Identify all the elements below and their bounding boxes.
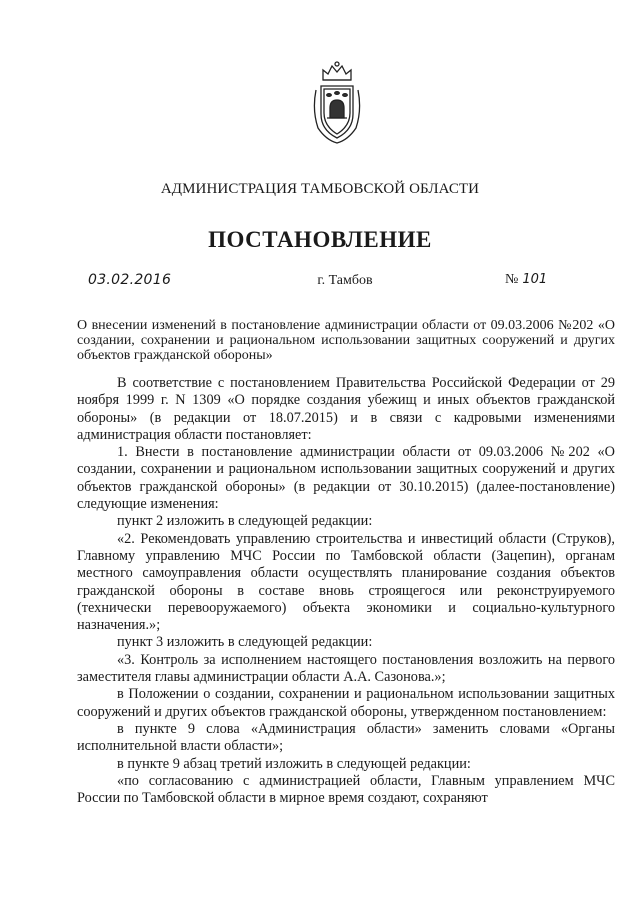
paragraph: «3. Контроль за исполнением настоящего постановления возложить на первого заместителя главы администрации области А.А. Сазонова.»; [77, 651, 615, 686]
document-body [77, 375, 615, 807]
paragraph: 1. Внести в постановление администрации области от 09.03.2006 №202 «О создании, сохранении и рациональном использовании защитных сооружений и других объектов гражданской обороны» (в редакции от 30.10.2015) (далее-постановление) следующие изменения: [77, 444, 615, 513]
document-type-heading: ПОСТАНОВЛЕНИЕ [208, 227, 432, 252]
paragraph: «2. Рекомендовать управлению строительства и инвестиций области (Струков), Главному управлению МЧС России по Тамбовской области (Зацепин), органам местного самоуправления области осуществлять планирование создания объектов гражданской обороны в составе вновь строящегося или реконструируемого (технически перевооружаемого) объекта экономики и социально-культурного назначения.»; [77, 530, 615, 634]
paragraph: пункт 3 изложить в следующей редакции: [117, 634, 373, 651]
document-number [505, 272, 547, 288]
paragraph: «по согласованию с администрацией области, Главным управлением МЧС России по Тамбовской области в мирное время создают, сохраняют [77, 772, 615, 807]
number-prefix: № [505, 272, 519, 287]
handwritten-date: 03.02.2016 [88, 272, 172, 288]
organization-title: АДМИНИСТРАЦИЯ ТАМБОВСКОЙ ОБЛАСТИ [160, 181, 480, 197]
paragraph: пункт 2 изложить в следующей редакции: [117, 513, 373, 530]
paragraph: в пункте 9 слова «Администрация области» заменить словами «Органы исполнительной власти области»; [77, 720, 615, 755]
paragraph: В соответствие с постановлением Правительства Российской Федерации от 29 ноября 1999 г. N 1309 «О порядке создания убежищ и иных объектов гражданской обороны» (в редакции от 18.07.2015) и в связи с кадровыми изменениями администрация области постановляет: [77, 375, 615, 443]
city-label: г. Тамбов [317, 273, 373, 288]
paragraph: в пункте 9 абзац третий изложить в следующей редакции: [117, 755, 471, 772]
handwritten-number: 101 [522, 272, 548, 287]
coat-of-arms-emblem [310, 60, 364, 144]
paragraph: в Положении о создании, сохранении и рациональном использовании защитных сооружений и других объектов гражданской обороны, утвержденном постановлением: [77, 686, 615, 720]
subject-line: О внесении изменений в постановление администрации области от 09.03.2006 №202 «О создании, сохранении и рациональном использовании защитных сооружений и других объектов гражданской обороны» [77, 318, 615, 363]
